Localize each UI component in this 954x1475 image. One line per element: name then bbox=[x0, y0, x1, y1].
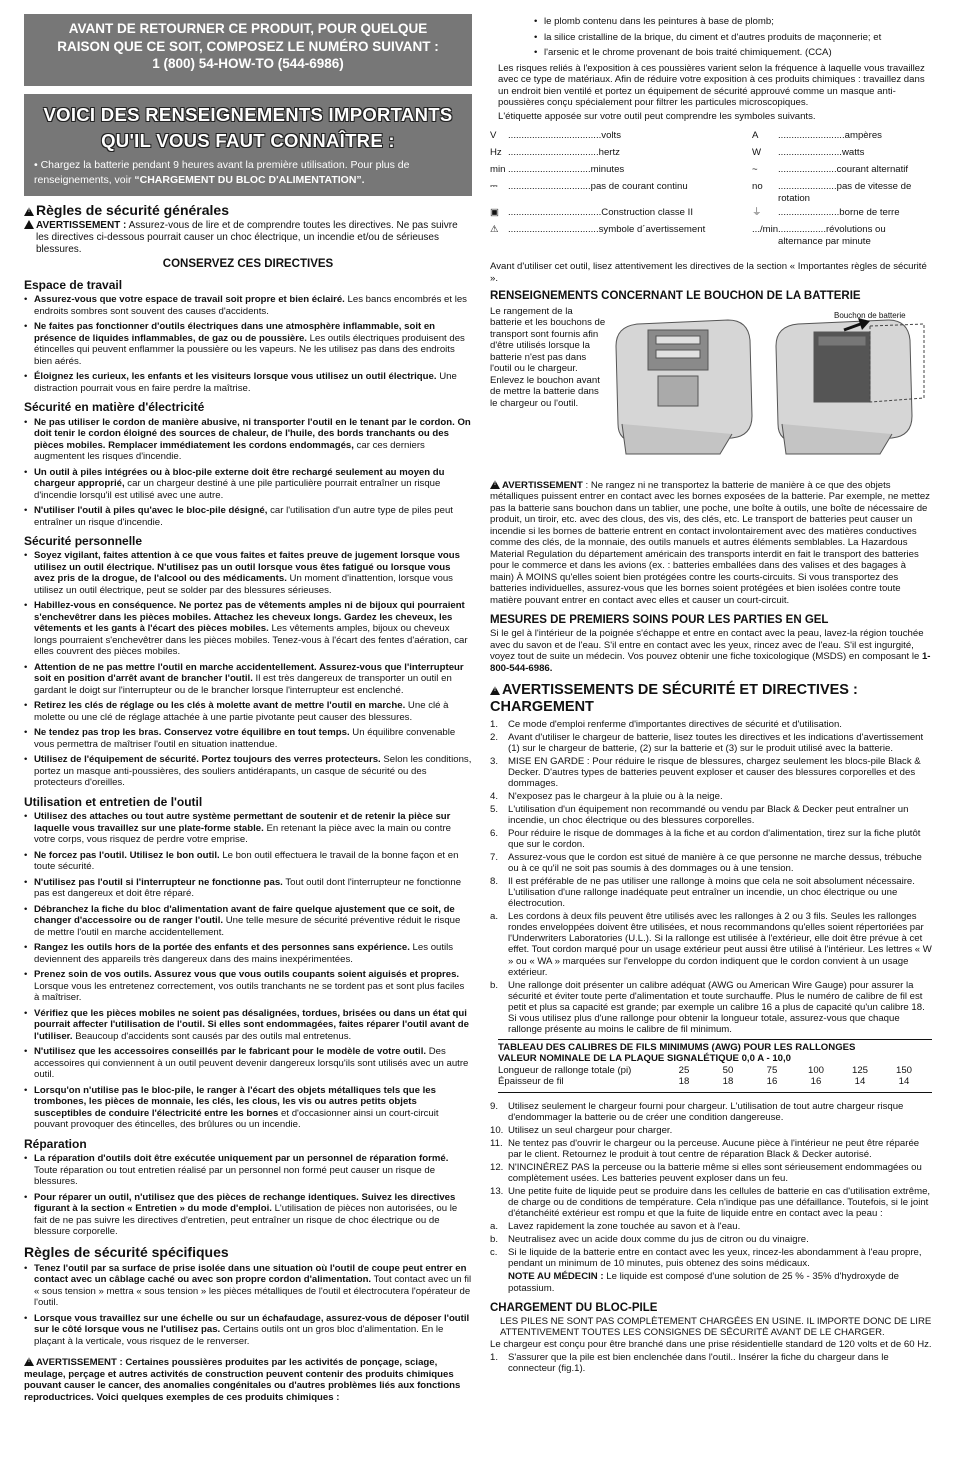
left-column bbox=[24, 14, 472, 1466]
symbol-code: ~ bbox=[752, 164, 758, 175]
symbol-code: Hz bbox=[490, 147, 502, 158]
list-item: • Retirez les clés de réglage ou les clés à molette avant de mettre l'outil en marche. Une clé à molette ou une clé de réglage attachée à une partie pivotante peut causer des blessures. bbox=[24, 700, 472, 723]
awg-cell: 18 bbox=[722, 1076, 734, 1088]
personal-title: Sécurité personnelle bbox=[24, 534, 143, 549]
important-intro: • Chargez la batterie pendant 9 heures avant la première utilisation. Pour plus de renseignements, voir “CHARGEMENT DU BLOC D'ALIMENTATION”. bbox=[34, 158, 410, 186]
important-info-box bbox=[24, 94, 472, 196]
repair-list bbox=[24, 1153, 472, 1238]
symbol-desc: ........................watts bbox=[778, 147, 865, 158]
list-item: a. Les cordons à deux fils peuvent être utilisés avec les rallonges à 2 ou 3 fils. Seules les rallonges rondes enveloppées doivent être utilisées, et nous recommandons qu'elles soient répertoriées par l'Underwriters Laboratories (U.L.). Si la rallonge est utilisée à l'extérieur, elle doit être prévue à cet effet. Tout cordon marqué pour un usage extérieur peut aussi être utilisé à l'intérieur. Les lettres « W » ou « WA » marquées sur l'enveloppe du cordon indiquent que le cordon convient à un usage extérieur. bbox=[490, 911, 932, 978]
symbol-code: ⎓ bbox=[490, 181, 498, 192]
symbol-row bbox=[490, 181, 932, 204]
list-item: • le plomb contenu dans les peintures à base de plomb; bbox=[534, 16, 932, 28]
symbol-code: ⚠ bbox=[490, 224, 499, 235]
list-item: • Ne faites pas fonctionner d'outils électriques dans une atmosphère inflammable, soit en présence de liquides inflammables, de gaz ou de poussière. Les outils électriques produisent des étincelles qui peuvent enflammer la poussière ou les vapeurs. Ne les utilisez pas dans des endroits bien aérés. bbox=[24, 321, 472, 367]
awg-cell: 100 bbox=[807, 1064, 824, 1076]
awg-cell: 16 bbox=[810, 1076, 822, 1088]
list-item: b. Une rallonge doit présenter un calibre adéquat (AWG ou American Wire Gauge) pour assurer la sécurité et éviter toute perte d'alimentation et toute surchauffe. Plus le numéro de calibre de fil est petit et plus sa capacité est grande; par exemple un calibre 16 a plus de capacité qu'un calibre 18. Si vous utilisez plus d'une rallonge pour obtenir la longueur totale, assurez-vous que chaque rallonge présente au moins le calibre de fil minimum. bbox=[490, 979, 925, 1035]
general-rules-title: !Règles de sécurité générales bbox=[24, 202, 472, 219]
firstaid-title: MESURES DE PREMIERS SOINS POUR LES PARTIES EN GEL bbox=[490, 614, 829, 627]
repair-title: Réparation bbox=[24, 1136, 87, 1151]
list-item: 3. MISE EN GARDE : Pour réduire le risque de blessures, chargez seulement les blocs-pile Black & Decker. D'autres types de batteries peuvent exploser et causer des blessures corporelles et des dommages. bbox=[490, 755, 921, 790]
charge-warnings-title: !AVERTISSEMENTS DE SÉCURITÉ ET DIRECTIVES : CHARGEMENT bbox=[490, 682, 932, 717]
list-item: 4. N'exposez pas le chargeur à la pluie ou à la neige. bbox=[490, 791, 723, 803]
symbol-code: .../min bbox=[752, 224, 779, 235]
list-item: • Ne pas utiliser le cordon de manière abusive, ni transporter l'outil en le tenant par le cordon. On doit tenir le cordon éloigné des sources de chaleur, de l'huile, des bords tranchants ou des pièces mobiles. Remplacer immédiatement les cordons endommagés, car ces derniers augmentent les risques d'incendie. bbox=[24, 417, 472, 463]
symbol-code: no bbox=[752, 181, 763, 192]
symbol-row bbox=[490, 207, 932, 221]
risk-text: Les risques reliés à l'exposition à ces poussières varient selon la fréquence à laquelle vous travaillez avec ce type de matériaux. Afin de réduire votre exposition à ces produits chimiques : travaillez dans un endroit bien ventilé et portez un équipement de sécurité approuvé comme un masque anti-poussières conçu spécialement pour filtrer les particules microscopiques. bbox=[498, 62, 925, 108]
charging-steps bbox=[490, 1352, 932, 1374]
symbol-row bbox=[490, 164, 932, 178]
awg-row-length: Longueur de rallonge totale (pi) 25 50 75 100 125 150 bbox=[498, 1065, 932, 1077]
symbol-desc: .........................ampères bbox=[778, 130, 882, 141]
symbol-row bbox=[490, 130, 932, 144]
symbol-desc: ..................................hertz bbox=[508, 147, 620, 158]
list-item: 10. Utilisez un seul chargeur pour charger. bbox=[490, 1124, 673, 1136]
list-item: 5. L'utilisation d'un équipement non recommandé ou vendu par Black & Decker peut entraîner un incendie, un choc électrique ou des blessures corporelles. bbox=[490, 804, 909, 827]
charging-title: CHARGEMENT DU BLOC-PILE bbox=[490, 1302, 658, 1315]
list-item: 1. Ce mode d'emploi renferme d'importantes directives de sécurité et d'utilisation. bbox=[490, 718, 842, 730]
symbol-desc: ...................................volts bbox=[508, 130, 622, 141]
charge-list bbox=[490, 719, 932, 1035]
list-item: • Un outil à piles intégrées ou à bloc-pile externe doit être rechargé seulement au moyen du chargeur approprié, car un chargeur destiné à une pile particulière pourrait entraîner un risque d'incendie lorsqu'il est utilisé avec une autre. bbox=[24, 467, 472, 502]
list-item: • Assurez-vous que votre espace de travail soit propre et bien éclairé. Les bancs encombrés et les endroits sombres sont souvent des causes d'accidents. bbox=[24, 294, 472, 317]
symbol-table bbox=[490, 130, 932, 247]
symbol-desc: ......................courant alternatif bbox=[778, 164, 909, 175]
list-item: 13. Une petite fuite de liquide peut se produire dans les cellules de batterie en cas d'utilisation extrême, de charge ou de conditions de température. Cela n'indique pas une défaillance. Toutefois, si le joint d'étanchéité extérieur est rompu et que la fuite de liquide entre en contact avec la peau : bbox=[490, 1185, 931, 1219]
list-item: • Rangez les outils hors de la portée des enfants et des personnes sans expérience. Les outils deviennent des appareils très dangereux dans des mains inexpérimentées. bbox=[24, 942, 472, 965]
symbol-code: ▣ bbox=[490, 207, 500, 218]
symbol-code: min bbox=[490, 164, 506, 175]
symbol-desc: ...................................Construction classe II bbox=[508, 207, 694, 218]
list-item: • Ne tendez pas trop les bras. Conservez votre équilibre en tout temps. Un équilibre convenable vous permettra de maîtriser l'outil en situation inattendue. bbox=[24, 727, 472, 750]
list-item: • N'utilisez que les accessoires conseillés par le fabricant pour le modèle de votre outil. Des accessoires qui conviennent à un outil peuvent devenir dangereux lorsqu'ils sont utilisés avec un autre outil. bbox=[24, 1046, 472, 1081]
banner-line: RAISON QUE CE SOIT, COMPOSEZ LE NUMÉRO SUIVANT : bbox=[57, 38, 439, 54]
symbol-code: A bbox=[752, 130, 759, 141]
doctor-note: NOTE AU MÉDECIN : Le liquide est composé d'une solution de 25 % - 35% d'hydroxyde de potassium. bbox=[508, 1271, 899, 1294]
chem-list bbox=[534, 16, 932, 59]
symbol-desc: ..................................symbole d´avertissement bbox=[508, 224, 706, 235]
list-item: • Pour réparer un outil, n'utilisez que des pièces de rechange identiques. Suivez les directives figurant à la section « Entretien » du mode d'emploi. L'utilisation de pièces non autorisées, ou le fait de ne pas suivre les directives d'entretien, peut entraîner un risque de choc électrique ou de blessure corporelle. bbox=[24, 1192, 472, 1238]
banner-line: AVANT DE RETOURNER CE PRODUIT, POUR QUELQUE bbox=[68, 21, 428, 36]
charge-list-2 bbox=[490, 1101, 932, 1269]
symbol-code: W bbox=[752, 147, 762, 158]
list-item: • Lorsque vous travaillez sur une échelle ou sur un échafaudage, assurez-vous de déposer l'outil sur le côté lorsque vous ne l'utilisez pas. Certains outils ont un gros bloc d'alimentation. En le plaçant à la verticale, vous risquez de le renverser. bbox=[24, 1313, 472, 1348]
symbol-desc: .......................borne de terre bbox=[778, 207, 900, 218]
list-item: • Vérifiez que les pièces mobiles ne soient pas désalignées, tordues, brisées ou dans un état qui pourrait affecter l'utilisation de l'outil. Si elles sont endommagées, faites réparer l'outil avant de l'utiliser. Beaucoup d'accidents sont causés par des outils mal entretenus. bbox=[24, 1008, 472, 1043]
list-item: • Débranchez la fiche du bloc d'alimentation avant de faire quelque ajustement que ce soit, de changer d'accessoire ou de ranger l'outil. Une telle mesure de sécurité préventive réduit le risque de mettre l'outil en marche accidentellement. bbox=[24, 904, 472, 939]
list-item: • l'arsenic et le chrome provenant de bois traité chimiquement. (CCA) bbox=[534, 47, 932, 59]
specific-rules-title: Règles de sécurité spécifiques bbox=[24, 1243, 229, 1260]
list-item: 8. Il est préférable de ne pas utiliser une rallonge à moins que cela ne soit absolument nécessaire. L'utilisation d'une rallonge inadéquate peut entraîner un incendie, un choc électrique ou une électrocution. bbox=[490, 876, 915, 910]
usage-title: Utilisation et entretien de l'outil bbox=[24, 794, 203, 809]
list-item: • N'utilisez pas l'outil si l'interrupteur ne fonctionne pas. Tout outil dont l'interrupteur ne fonctionne pas est dangereux et doit être réparé. bbox=[24, 877, 472, 900]
list-item: • Utilisez de l'équipement de sécurité. Portez toujours des verres protecteurs. Selon les conditions, portez un masque anti-poussières, des souliers antidérapants, un casque de sécurité ou des protecteurs d'oreilles. bbox=[24, 754, 472, 789]
list-item: • Habillez-vous en conséquence. Ne portez pas de vêtements amples ni de bijoux qui pourraient s'enchevêtrer dans les pièces mobiles. Attachez les cheveux longs. Gardez les cheveux, les vêtements et les gants à l'écart des pièces mobiles. Les vêtements amples, bijoux ou cheveux longs pourraient s'enchevêtrer dans les pièces mobiles. Tenez-vous à l'écart des fentes d'aération, car elles couvrent des pièces mobiles. bbox=[24, 600, 472, 658]
workspace-list bbox=[24, 294, 472, 394]
list-item: • la silice cristalline de la brique, du ciment et d'autres produits de maçonnerie; et bbox=[534, 32, 932, 44]
battery-cap-title: RENSEIGNEMENTS CONCERNANT LE BOUCHON DE LA BATTERIE bbox=[490, 290, 861, 302]
warning-icon bbox=[490, 480, 500, 489]
awg-cell: 16 bbox=[766, 1076, 778, 1088]
charging-text: Le chargeur est conçu pour être branché dans une prise résidentielle standard de 120 volts et de 60 Hz. bbox=[490, 1338, 932, 1350]
list-item: c. Si le liquide de la batterie entre en contact avec les yeux, rincez-les abondamment à l'eau propre, pendant un minimum de 10 minutes, puis obtenez des soins médicaux. bbox=[490, 1247, 922, 1270]
list-item: • Tenez l'outil par sa surface de prise isolée dans une situation où l'outil de coupe peut entrer en contact avec un câblage caché ou avec son propre cordon d'alimentation. Tout contact avec un fil « sous tension » mettra « sous tension » les pièces métalliques de l'outil et électrocutera l'opérateur de l'outil. bbox=[24, 1263, 472, 1309]
important-title-2: QU'IL VOUS FAUT CONNAÎTRE : bbox=[101, 129, 395, 151]
list-item: b. Neutralisez avec un acide doux comme du jus de citron ou du vinaigre. bbox=[490, 1234, 809, 1246]
symbol-desc: ..................révolutions ou alternance par minute bbox=[778, 224, 886, 247]
general-warning: !AVERTISSEMENT : Assurez-vous de lire et de comprendre toutes les directives. Ne pas suivre les directives ci-dessous pourrait causer un choc électrique, un incendie et/ou de sérieuses blessures. bbox=[24, 220, 472, 256]
usage-list bbox=[24, 811, 472, 1131]
list-item: 6. Pour réduire le risque de dommages à la fiche et au cordon d'alimentation, tirez sur la fiche plutôt que sur le cordon. bbox=[490, 828, 921, 851]
awg-title: TABLEAU DES CALIBRES DE FILS MINIMUMS (AWG) POUR LES RALLONGES bbox=[498, 1041, 856, 1053]
list-item: 12. N'INCINÉREZ PAS la perceuse ou la batterie même si elles sont sérieusement endommagées ou complètement usées. Les batteries peuvent exploser dans un feu. bbox=[490, 1161, 922, 1184]
dust-warning: !AVERTISSEMENT : Certaines poussières produites par les activités de ponçage, sciage, meulage, perçage et autres activités de construction peuvent contenir des produits chimiques pouvant causer le cancer, des anomalies congénitales ou d'autres problèmes liés aux fonctions reproductrices. Voici quelques exemples de ces produits chimiques : bbox=[24, 1357, 472, 1403]
list-item: a. Lavez rapidement la zone touchée au savon et à l'eau. bbox=[490, 1221, 741, 1233]
symbol-code: V bbox=[490, 130, 497, 141]
list-item: 2. Avant d'utiliser le chargeur de batterie, lisez toutes les directives et les indications d'avertissement (1) sur le chargeur de batterie, (2) sur la batterie et (3) sur le produit utilisé avec la batterie. bbox=[490, 731, 924, 754]
awg-cell: 14 bbox=[898, 1076, 910, 1088]
warning-icon bbox=[490, 686, 500, 695]
awg-cell: 125 bbox=[851, 1064, 868, 1076]
charging-caps: LES PILES NE SONT PAS COMPLÈTEMENT CHARGÉES EN USINE. IL IMPORTE DONC DE LIRE ATTENTIVEMENT TOUTES LES CONSIGNES DE SÉCURITÉ AVANT DE LE CHARGER. bbox=[500, 1315, 932, 1339]
battery-cap-label: Bouchon de batterie bbox=[834, 310, 906, 320]
warning-icon bbox=[24, 220, 34, 229]
warning-icon bbox=[24, 1357, 34, 1366]
symbol-desc: ...............................pas de courant continu bbox=[508, 181, 688, 192]
firstaid-text: Si le gel à l'intérieur de la poignée s'échappe et entre en contact avec la peau, lavez-la région touchée avec du savon et de l'eau. S'il entre en contact avec les yeux, rincez avec de l'eau. S'il est ingurgité, voyez tout de suite un médecin. Vos pouvez obtenir une fiche toxicologique (MSDS) en composant le 1-800-544-6986. bbox=[490, 628, 931, 674]
list-item: • Attention de ne pas mettre l'outil en marche accidentellement. Assurez-vous que l'interrupteur soit en position d'arrêt avant de brancher l'outil. Il est très dangereux de transporter un outil en gardant le doigt sur l'interrupteur ou de le brancher lorsque l'interrupteur est enclenché. bbox=[24, 662, 472, 697]
awg-cell: 14 bbox=[854, 1076, 866, 1088]
list-item: • Lorsqu'on n'utilise pas le bloc-pile, le ranger à l'écart des objets métalliques tels que les trombones, les pièces de monnaie, les clés, les clous, les vis ou autres petits objets susceptibles de conduire l'électricité entre les bornes et d'occasionner ainsi un court-circuit pouvant provoquer des étincelles, des brûlures ou un incendie. bbox=[24, 1085, 472, 1131]
list-item: • N'utiliser l'outil à piles qu'avec le bloc-pile désigné, car l'utilisation d'un autre type de piles peut entraîner un risque d'incendie. bbox=[24, 505, 472, 528]
list-item: 9. Utilisez seulement le chargeur fourni pour chargeur. L'utilisation de tout autre chargeur risque d'endommager la batterie ou de créer une condition dangereuse. bbox=[490, 1100, 904, 1123]
label-text: L'étiquette apposée sur votre outil peut comprendre les symboles suivants. bbox=[498, 110, 816, 122]
symbol-row bbox=[490, 224, 932, 247]
list-item: 11. Ne tentez pas d'ouvrir le chargeur ou la perceuse. Aucune pièce à l'intérieur ne peut être réparée par le client. Retournez le produit à tout centre de réparation Black & Decker autorisé. bbox=[490, 1137, 920, 1160]
specific-list bbox=[24, 1263, 472, 1348]
keep-instructions: CONSERVEZ CES DIRECTIVES bbox=[162, 258, 334, 271]
electric-list bbox=[24, 417, 472, 529]
important-title: VOICI DES RENSEIGNEMENTS IMPORTANTS bbox=[43, 104, 453, 125]
warning-icon bbox=[24, 207, 34, 216]
list-item: • Prenez soin de vos outils. Assurez vous que vous outils coupants soient aiguisés et propres. Lorsque vous les entretenez correctement, vos outils tranchants ne se tordent pas et sont plus faciles à maîtriser. bbox=[24, 969, 472, 1004]
workspace-title: Espace de travail bbox=[24, 277, 123, 292]
awg-subtitle: VALEUR NOMINALE DE LA PLAQUE SIGNALÉTIQUE 0,0 A - 10,0 bbox=[498, 1053, 791, 1065]
list-item: • Ne forcez pas l'outil. Utilisez le bon outil. Le bon outil effectuera le travail de la bonne façon et en toute sécurité. bbox=[24, 850, 472, 873]
symbol-desc: ......................pas de vitesse de rotation bbox=[778, 181, 912, 204]
electric-title: Sécurité en matière d'électricité bbox=[24, 400, 205, 415]
list-item: • Soyez vigilant, faites attention à ce que vous faites et faites preuve de jugement lorsque vous utilisez un outil électrique. N'utilisez pas un outil lorsque vous êtes fatigué ou lorsque vous avez pris de la drogue, de l'alcool ou des médicaments. Un moment d'inattention, lorsque vous utilisez un outil électrique, peut se solder par des blessures sérieuses. bbox=[24, 550, 472, 596]
before-use-text: Avant d'utiliser cet outil, lisez attentivement les directives de la section « Importantes règles de sécurité ». bbox=[490, 261, 927, 284]
symbol-row bbox=[490, 147, 932, 161]
list-item: 1. S'assurer que la pile est bien enclenchée dans l'outil.. Insérer la fiche du chargeur dans le connecteur (fig.1). bbox=[490, 1352, 889, 1375]
symbol-code: ⏚ bbox=[752, 207, 762, 218]
awg-cell: 25 bbox=[678, 1064, 690, 1076]
awg-cell: 50 bbox=[722, 1064, 734, 1076]
list-item: 7. Assurez-vous que le cordon est situé de manière à ce que personne ne marche dessus, trébuche ou à ce qu'il ne soit pas soumis à des dommages ou à une tension. bbox=[490, 852, 922, 875]
list-item: • La réparation d'outils doit être exécutée uniquement par un personnel de réparation formé. Toute réparation ou tout entretien réalisé par un personnel non formé peut causer un risque de blessures. bbox=[24, 1153, 472, 1188]
banner-phone: 1 (800) 54-HOW-TO (544-6986) bbox=[152, 56, 344, 72]
right-column bbox=[490, 14, 932, 1466]
awg-cell: 75 bbox=[766, 1064, 778, 1076]
battery-illustration bbox=[608, 306, 932, 466]
return-banner bbox=[24, 14, 472, 86]
symbol-desc: ...............................minutes bbox=[508, 164, 625, 175]
awg-table bbox=[498, 1039, 932, 1093]
awg-cell: 18 bbox=[678, 1076, 690, 1088]
awg-row-gauge: Épaisseur de fil 18 18 16 16 14 14 bbox=[498, 1076, 932, 1088]
personal-list bbox=[24, 550, 472, 789]
list-item: • Utilisez des attaches ou tout autre système permettant de soutenir et de retenir la pièce sur laquelle vous travaillez sur une plate-forme stable. En retenant la pièce avec la main ou contre votre corps, vous risquez de perdre votre emprise. bbox=[24, 811, 472, 846]
battery-warning: !AVERTISSEMENT : Ne rangez ni ne transportez la batterie de manière à ce que des objets métalliques puissent entrer en contact avec les bornes exposées de la batterie. Par exemple, ne mettez pas la batterie sans bouchon dans un tablier, une poche, une boîte à outils, une boîte de nécessaire de produit, un tiroir, etc. avec des clous, des vis, des clés, etc. Le transport de batteries peut causer un incendie si les bornes de batterie entrent en contact involontairement avec des matières conductives comme des clés, de la monnaie, des outils manuels et autres éléments semblables. La Hazardous Material Regulation du département américain des transports interdit en fait le transport des batteries pour le commerce et dans les avions (ex. : batteries emballées dans des valises et des bagages à main) À MOINS qu'elles soient bien protégées contre les courts-circuits. Si vous transportez des batteries individuelles, assurez-vous que les bornes soient protégées et bien isolées contre toute matière pouvant entrer en contact avec elles et causer un court-circuit. bbox=[490, 480, 932, 607]
list-item: • Éloignez les curieux, les enfants et les visiteurs lorsque vous utilisez un outil électrique. Une distraction pourrait vous en faire perdre la maîtrise. bbox=[24, 371, 472, 394]
awg-cell: 150 bbox=[895, 1064, 912, 1076]
battery-cap-section bbox=[490, 306, 932, 466]
battery-cap-text: Le rangement de la batterie et les bouchons de transport sont fournis afin d'être utilisés lorsque la batterie n'est pas dans l'outil ou le chargeur. Enlevez le bouchon avant de mettre la batterie dans le chargeur ou l'outil. bbox=[490, 305, 606, 409]
